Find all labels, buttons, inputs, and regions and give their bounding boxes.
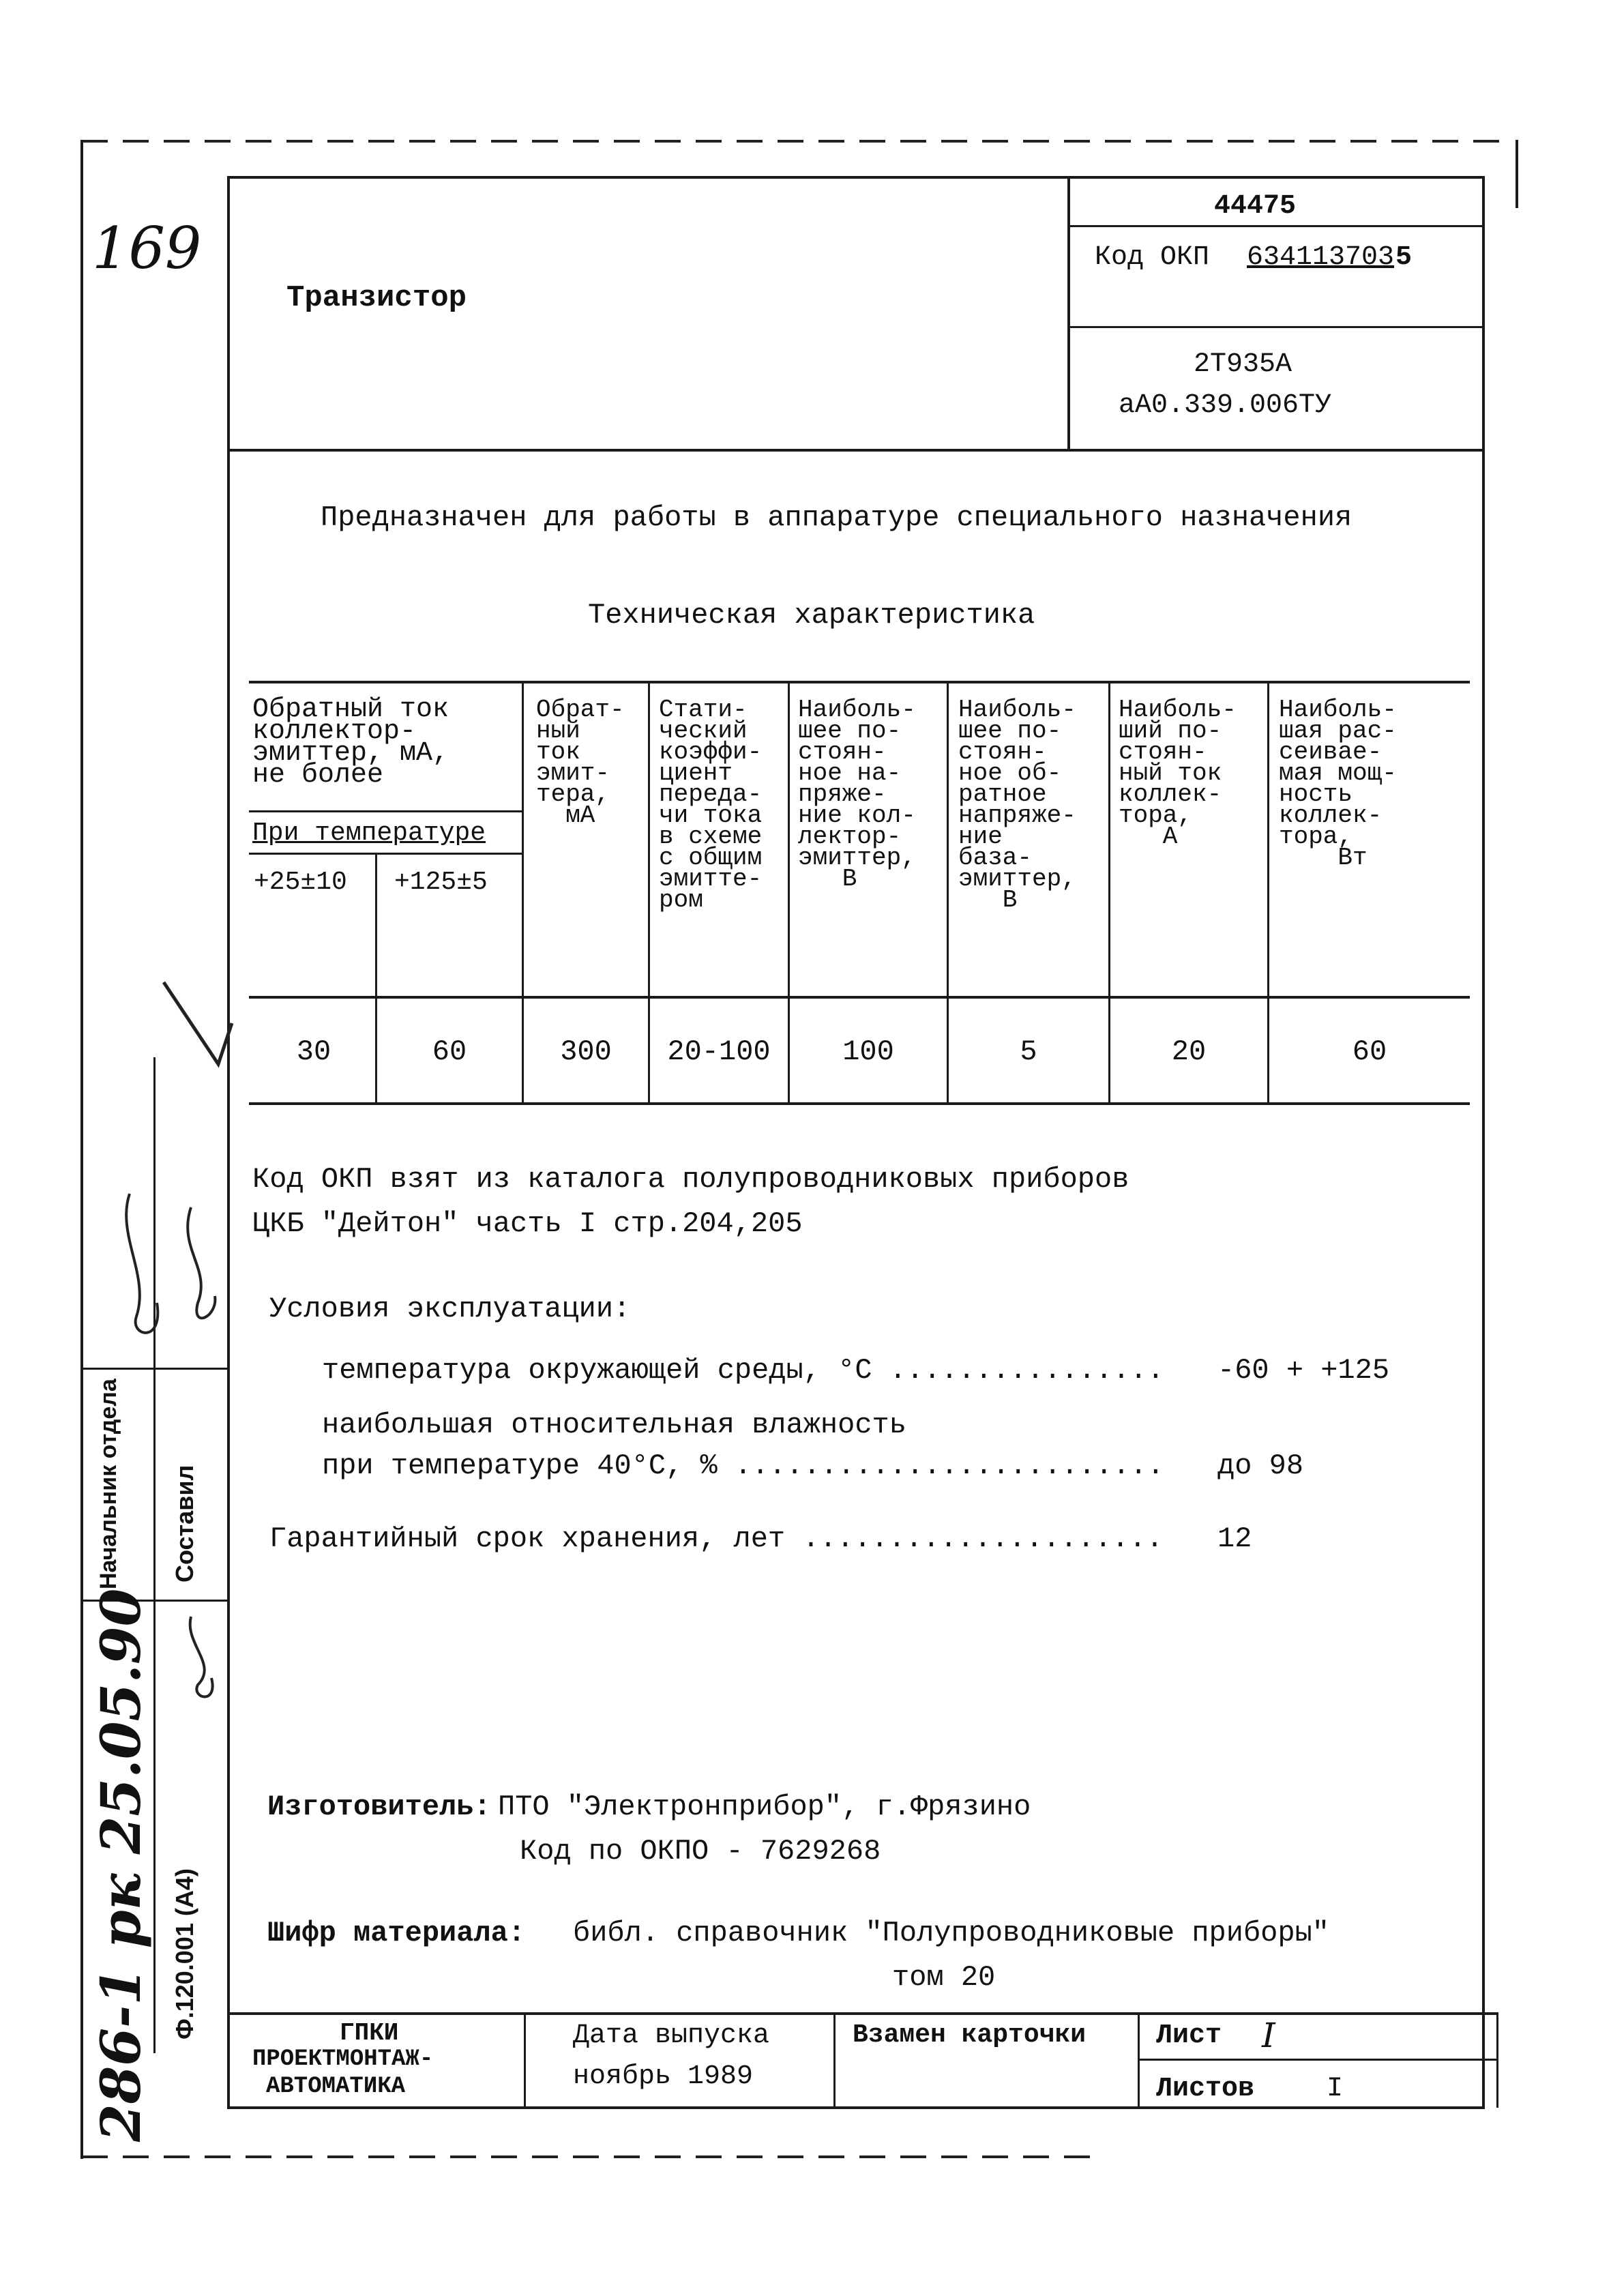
table-top-line <box>249 681 1470 683</box>
manufacturer-label: Изготовитель: <box>267 1791 491 1823</box>
card-number: 44475 <box>1214 191 1297 222</box>
header-bottom-line <box>227 449 1485 452</box>
okp-source-line1: Код ОКП взят из каталога полупроводниковых приборов <box>252 1163 1129 1196</box>
margin-form-label: Ф.120.001 (А4) <box>171 1868 198 2040</box>
table-header-bottom-line <box>249 996 1470 999</box>
table-cell: 60 <box>432 1035 467 1068</box>
table-bottom-line <box>249 1102 1470 1105</box>
table-cell: 5 <box>1020 1035 1037 1068</box>
top-dashed-border <box>82 140 1514 143</box>
replaces-card-label: Взамен карточки <box>853 2020 1087 2050</box>
right-page-border <box>1516 140 1518 208</box>
signature-marks <box>89 975 239 1767</box>
footer-divider-3 <box>1138 2012 1140 2108</box>
table-header-col1-sub: При температуре <box>252 819 486 848</box>
okp-source-line2: ЦКБ "Дейтон" часть I стр.204,205 <box>252 1207 803 1240</box>
header-line-2 <box>1067 326 1485 328</box>
header-line-1 <box>1067 225 1485 227</box>
table-header-col6: Наиболь- ший по- стоян- ный ток коллек- тора, А <box>1119 696 1237 851</box>
footer-right-border <box>1496 2012 1498 2108</box>
humidity-label-2: при температуре 40°С, % ......................... <box>322 1449 1165 1482</box>
table-cell: 20 <box>1171 1035 1207 1068</box>
table-header-col3: Стати- ческий коэффи- циент переда- чи тока в схеме с общим эмитте- ром <box>659 696 763 914</box>
signature-stroke-1 <box>126 1194 158 1333</box>
footer-divider-2 <box>833 2012 836 2108</box>
manufacturer-okpo: Код по ОКПО - 7629268 <box>520 1835 881 1868</box>
table-header-col5: Наиболь- шее по- стоян- ное об- ратное напряже- ние база- эмиттер, В <box>958 696 1076 914</box>
sheets-value: I <box>1327 2074 1344 2104</box>
okp-code: 634113703 <box>1247 242 1395 273</box>
table-header-col7: Наиболь- шая рас- сеивае- мая мощ- ность коллек- тора, Вт <box>1279 696 1397 872</box>
okp-label: Код ОКП <box>1095 242 1210 273</box>
card-top-border <box>227 176 1482 179</box>
okp-code-suffix: 5 <box>1395 242 1413 273</box>
humidity-label-1: наибольшая относительная влажность <box>322 1409 906 1441</box>
release-date-value: ноябрь 1989 <box>573 2061 754 2092</box>
table-header-col1: Обратный ток коллектор- эмиттер, мА, не более <box>252 694 449 791</box>
table-cell: 30 <box>296 1035 331 1068</box>
humidity-value: до 98 <box>1217 1449 1304 1482</box>
section-title: Техническая характеристика <box>588 599 1035 632</box>
signature-stroke-3 <box>190 1617 213 1697</box>
card-right-border <box>1482 176 1485 2108</box>
sheet-value: I <box>1262 2016 1275 2055</box>
sheet-label: Лист <box>1156 2020 1222 2051</box>
footer-sheet-line <box>1138 2059 1498 2061</box>
purpose-text: Предназначен для работы в аппаратуре специального назначения <box>321 501 1353 534</box>
manufacturer-name: ПТО "Электронприбор", г.Фрязино <box>498 1791 1031 1823</box>
table-col1-subline <box>249 810 522 812</box>
margin-composed-label: Составил <box>171 1465 198 1583</box>
material-value: библ. справочник "Полупроводниковые приборы" <box>573 1917 1329 1949</box>
org-line-3: АВТОМАТИКА <box>266 2074 406 2100</box>
check-mark <box>164 982 232 1064</box>
org-line-2: ПРОЕКТМОНТАЖ- <box>252 2046 434 2072</box>
table-col1-subline-2 <box>249 853 522 855</box>
footer-divider-1 <box>524 2012 526 2108</box>
material-label: Шифр материала: <box>267 1917 526 1949</box>
spec-number: аА0.339.006ТУ <box>1119 390 1332 421</box>
release-date-label: Дата выпуска <box>573 2020 770 2051</box>
temperature-label: температура окружающей среды, °С ................ <box>322 1354 1165 1387</box>
transistor-type: 2Т935А <box>1194 349 1292 380</box>
header-divider <box>1067 176 1070 452</box>
signature-stroke-2 <box>188 1207 215 1318</box>
table-cell: 300 <box>560 1035 612 1068</box>
storage-value: 12 <box>1217 1522 1252 1555</box>
temperature-value: -60 + +125 <box>1217 1354 1390 1387</box>
sheets-label: Листов <box>1156 2074 1255 2104</box>
conditions-title: Условия эксплуатации: <box>269 1293 631 1325</box>
footer-top-line <box>227 2012 1498 2015</box>
table-cell: 100 <box>842 1035 894 1068</box>
storage-label: Гарантийный срок хранения, лет ..................... <box>269 1522 1164 1555</box>
bottom-dashed-border <box>82 2155 1105 2158</box>
doc-title: Транзистор <box>286 281 467 315</box>
table-cell: 20-100 <box>667 1035 771 1068</box>
handwritten-page-number: 169 <box>92 215 202 282</box>
left-page-border <box>80 140 83 2159</box>
handwritten-margin-note: 286-1 рк 25.05.90 <box>89 1588 153 2142</box>
table-cell: 60 <box>1352 1035 1387 1068</box>
org-line-1: ГПКИ <box>340 2019 399 2047</box>
table-header-col1b: +125±5 <box>394 868 488 897</box>
table-header-col1a: +25±10 <box>254 868 347 897</box>
card-bottom-border <box>227 2106 1485 2109</box>
material-volume: том 20 <box>892 1961 996 1994</box>
margin-chief-label: Начальник отдела <box>95 1379 121 1589</box>
table-header-col4: Наиболь- шее по- стоян- ное на- пряже- ние кол- лектор- эмиттер, В <box>798 696 916 893</box>
table-header-col2: Обрат- ный ток эмит- тера, мА <box>536 696 625 829</box>
